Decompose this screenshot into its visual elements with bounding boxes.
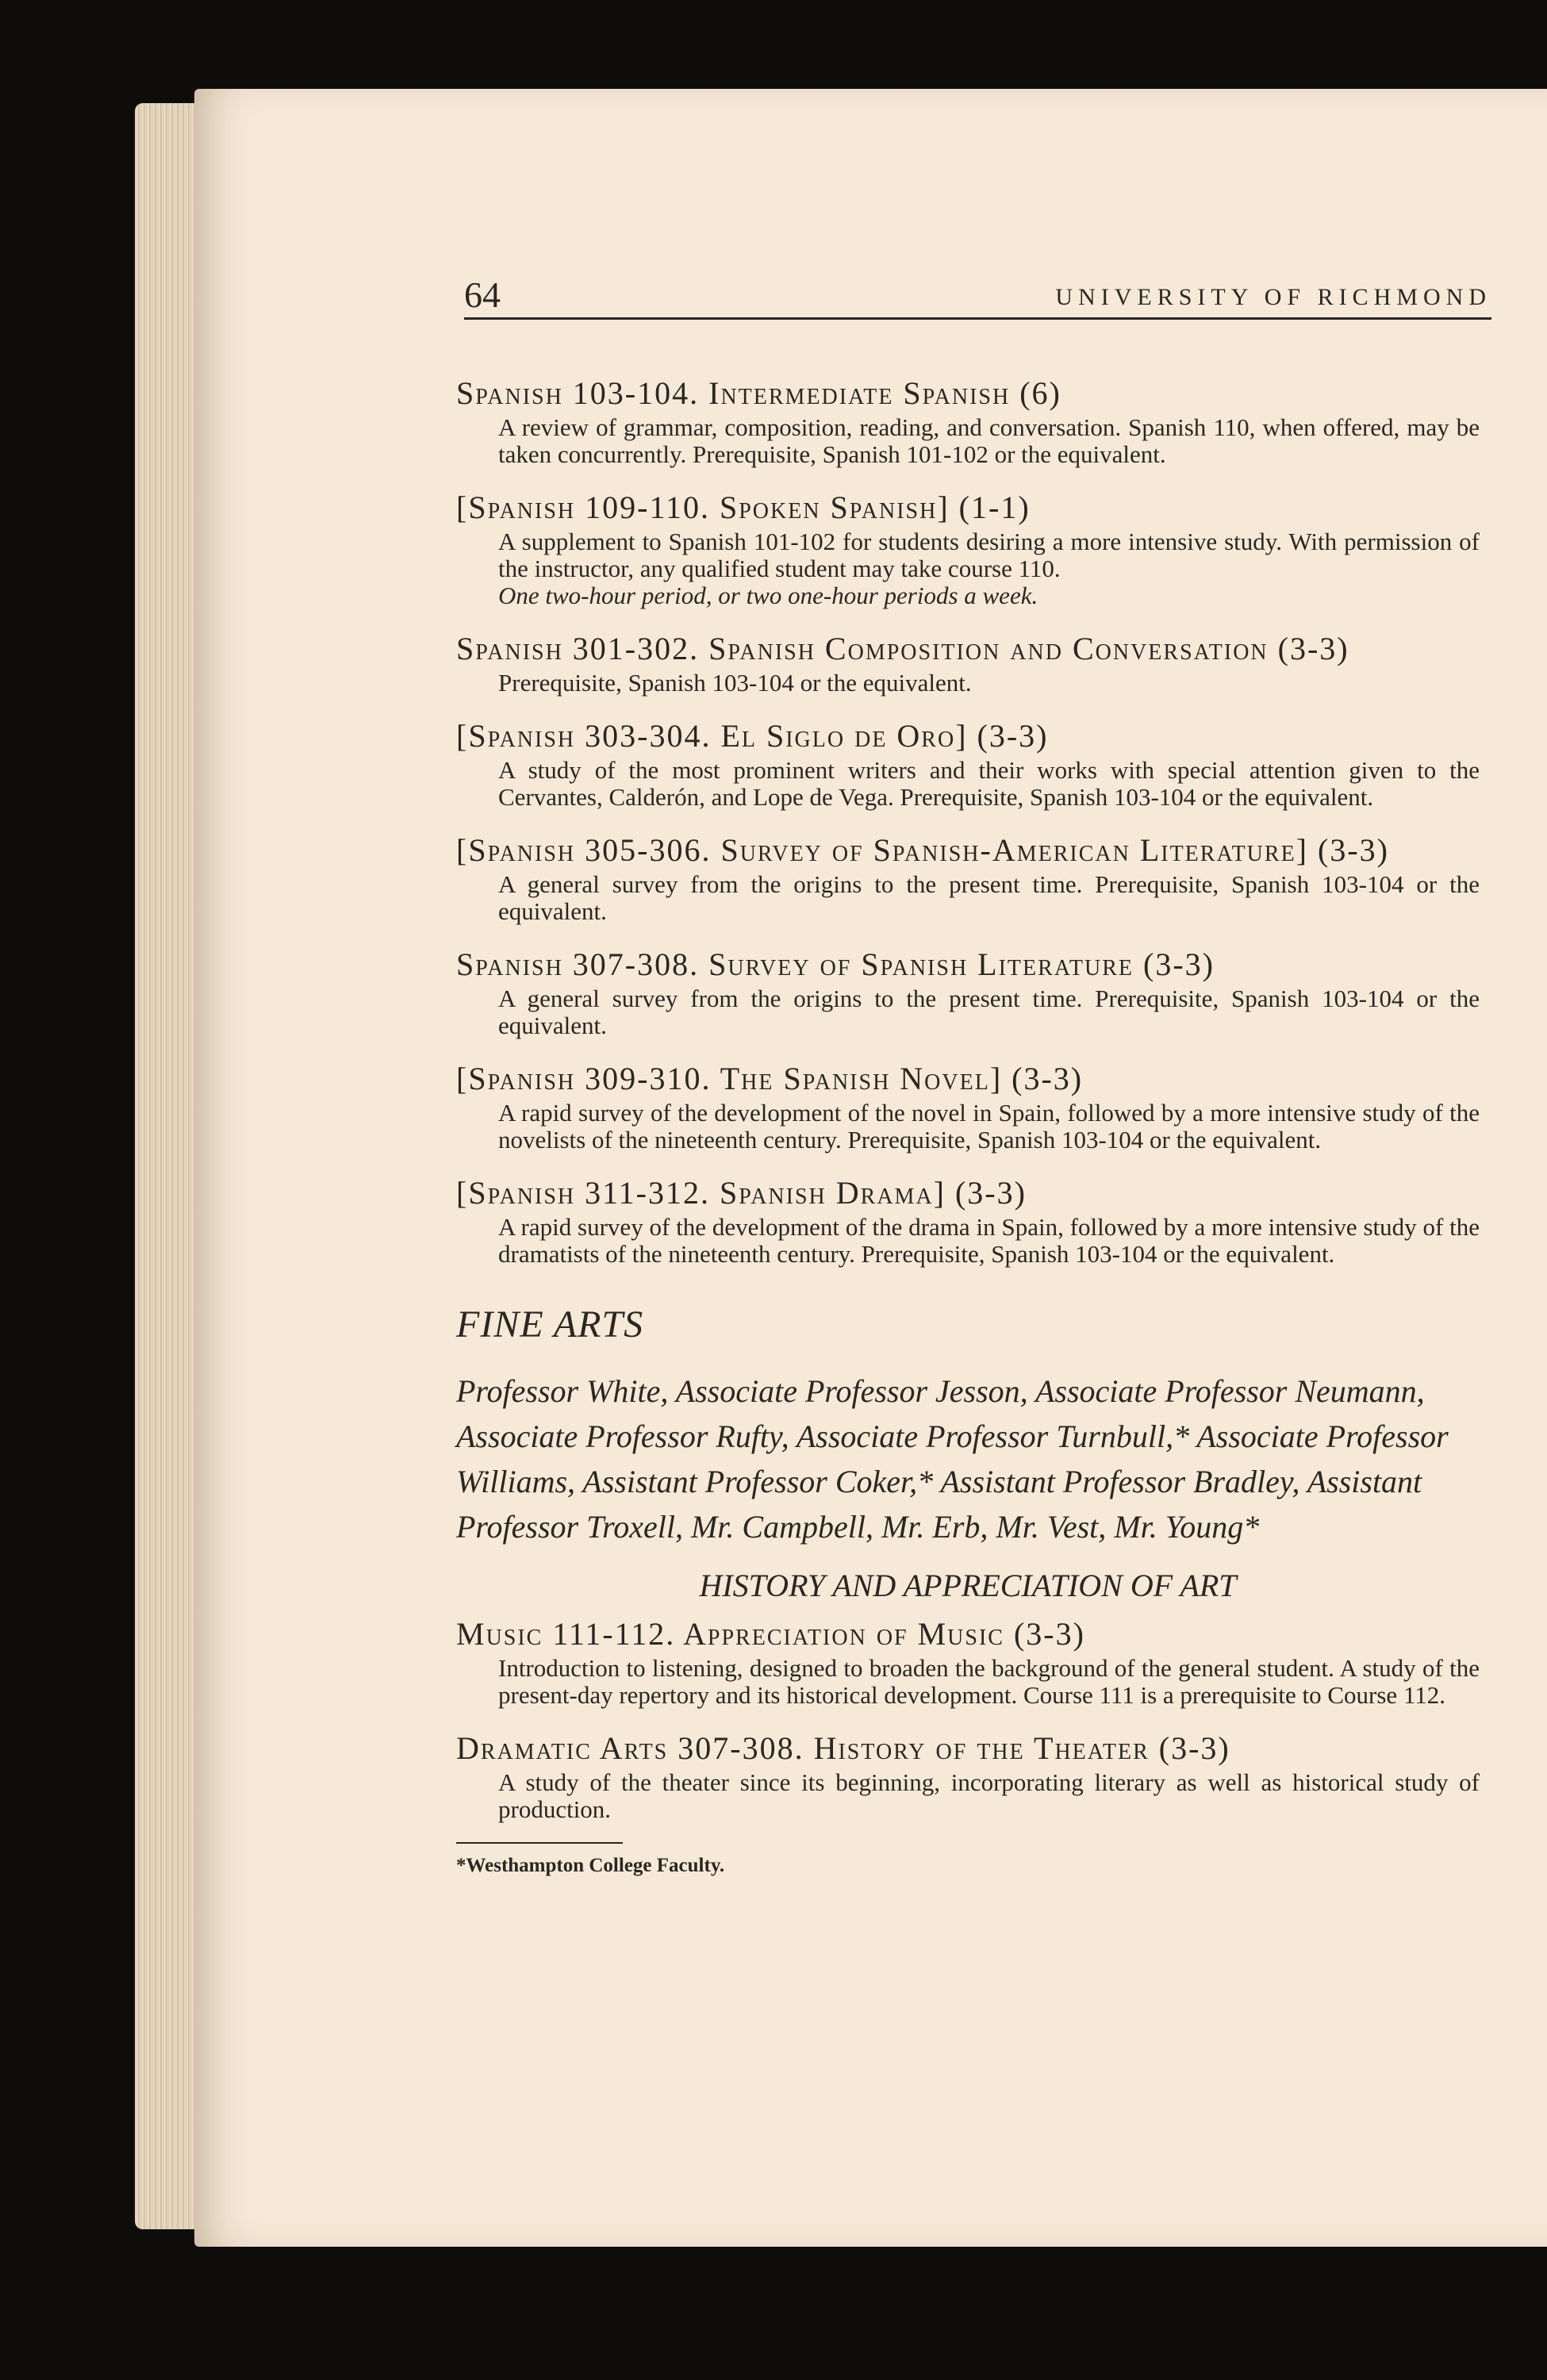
faculty-list: Professor White, Associate Professor Jesson, Associate Professor Neumann, Associate Professor Rufty, Associate Professor Turnbull,* Associate Professor Williams, Assistant Professor Coker,* Assistant Professor Bradley, Assistant Professor Troxell, Mr. Campbell, Mr. Erb, Mr. Vest, Mr. Young*: [456, 1373, 1449, 1545]
page-content: [456, 373, 1480, 1877]
course-schedule-note: One two-hour period, or two one-hour periods a week.: [498, 582, 1038, 609]
course-title: [Spanish 305-306. Survey of Spanish-American Literature] (3-3): [456, 832, 1389, 868]
course-title: Spanish 307-308. Survey of Spanish Literature (3-3): [456, 946, 1215, 982]
page-edges: [135, 103, 202, 2229]
course-description: A rapid survey of the development of the novel in Spain, followed by a more intensive study of the novelists of the nineteenth century. Prerequisite, Spanish 103-104 or the equivalent.: [498, 1099, 1480, 1154]
course-title: Spanish 103-104. Intermediate Spanish (6): [456, 375, 1061, 411]
course-description: A supplement to Spanish 101-102 for students desiring a more intensive study. With permission of the instructor, any qualified student may take course 110. One two-hour period, or two one-hour periods a week.: [498, 528, 1480, 609]
course-title: Music 111-112. Appreciation of Music (3-3): [456, 1616, 1085, 1652]
running-title: UNIVERSITY OF RICHMOND: [1055, 284, 1491, 310]
footnote: *Westhampton College Faculty.: [456, 1855, 725, 1876]
page-header: [464, 276, 1491, 320]
course-title: Spanish 301-302. Spanish Composition and Conversation (3-3): [456, 631, 1349, 666]
course-entry: [456, 487, 1480, 609]
course-title: [Spanish 109-110. Spoken Spanish] (1-1): [456, 489, 1031, 525]
department-title: FINE ARTS: [456, 1303, 644, 1345]
course-entry: [456, 1614, 1480, 1709]
course-description: A general survey from the origins to the present time. Prerequisite, Spanish 103-104 or the equivalent.: [498, 870, 1480, 925]
course-entry: [456, 716, 1480, 811]
course-title: [Spanish 311-312. Spanish Drama] (3-3): [456, 1175, 1027, 1211]
course-entry: [456, 1173, 1480, 1268]
course-description: A general survey from the origins to the present time. Prerequisite, Spanish 103-104 or the equivalent.: [498, 985, 1480, 1039]
course-description: Introduction to listening, designed to broaden the background of the general student. A study of the present-day repertory and its historical development. Course 111 is a prerequisite to Course 112.: [498, 1654, 1480, 1709]
section-title: HISTORY AND APPRECIATION OF ART: [699, 1568, 1237, 1603]
footnote-rule: [456, 1842, 623, 1844]
course-title: Dramatic Arts 307-308. History of the Theater (3-3): [456, 1730, 1230, 1766]
course-entry: [456, 628, 1480, 697]
course-description: Prerequisite, Spanish 103-104 or the equivalent.: [498, 669, 972, 697]
course-entry: [456, 373, 1480, 468]
course-entry: [456, 1058, 1480, 1154]
course-title: [Spanish 309-310. The Spanish Novel] (3-3): [456, 1061, 1084, 1096]
course-description: A review of grammar, composition, reading, and conversation. Spanish 110, when offered, may be taken concurrently. Prerequisite, Spanish 101-102 or the equivalent.: [498, 413, 1480, 468]
course-description: A rapid survey of the development of the drama in Spain, followed by a more intensive study of the dramatists of the nineteenth century. Prerequisite, Spanish 103-104 or the equivalent.: [498, 1213, 1480, 1268]
course-entry: [456, 1728, 1480, 1823]
course-entry: [456, 830, 1480, 925]
course-description: A study of the theater since its beginning, incorporating literary as well as historical study of production.: [498, 1768, 1480, 1823]
course-entry: [456, 944, 1480, 1039]
page-number: 64: [464, 274, 501, 315]
course-description: A study of the most prominent writers and their works with special attention given to the Cervantes, Calderón, and Lope de Vega. Prerequisite, Spanish 103-104 or the equivalent.: [498, 756, 1480, 811]
course-title: [Spanish 303-304. El Siglo de Oro] (3-3): [456, 718, 1049, 754]
